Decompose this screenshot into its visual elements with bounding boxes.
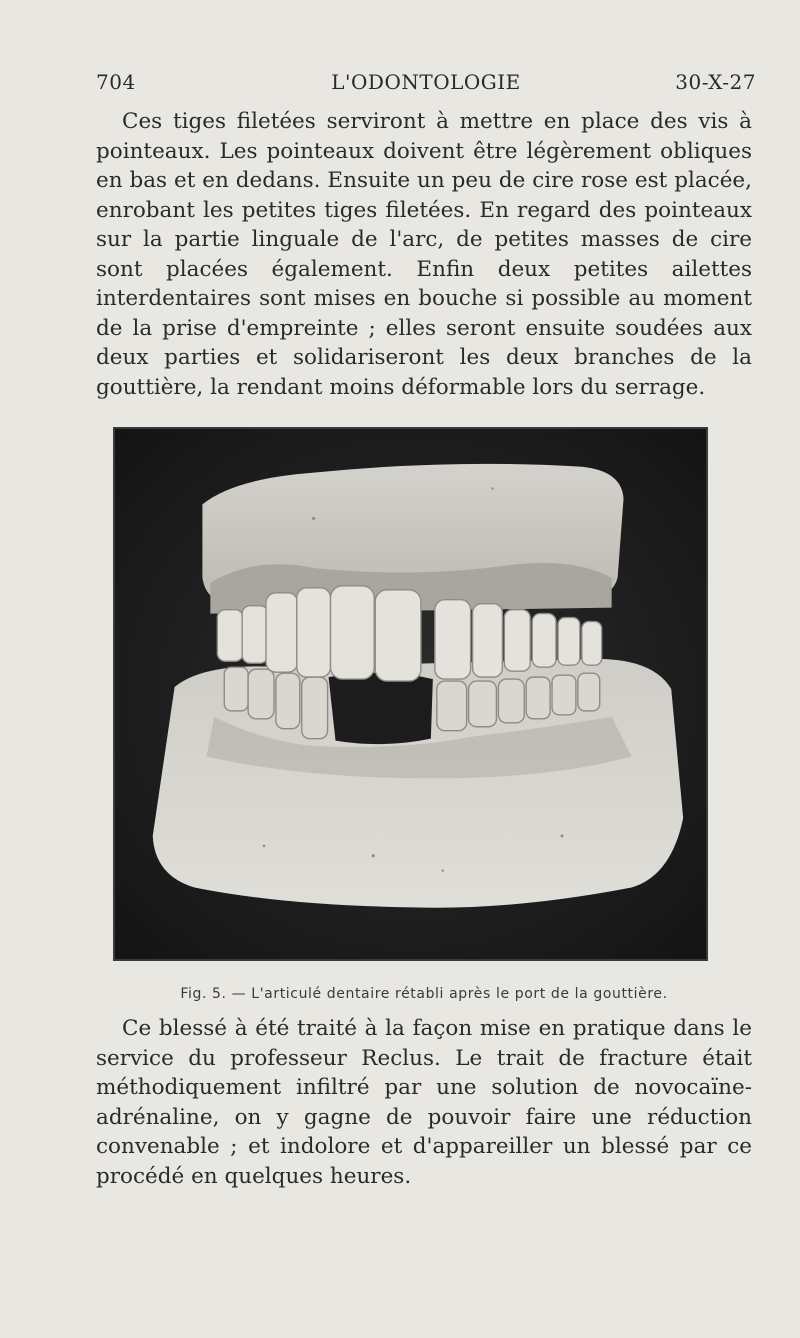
body-paragraph-2: Ce blessé à été traité à la façon mise en pratique dans le service du professeur Reclus. Le trait de fracture était méthodiquement infiltré par une solution de novocaïne-adrénaline, on y gagne de pouvoir faire une réduction convenable ; et indolore et d'appareiller un blessé par ce procédé en quelques heures. (96, 1016, 752, 1189)
journal-title: L'ODONTOLOGIE (331, 70, 521, 94)
dental-cast-image (115, 429, 706, 959)
page-number: 704 (96, 70, 136, 94)
body-paragraph-1: Ces tiges filetées serviront à mettre en place des vis à pointeaux. Les pointeaux doivent être légèrement obliques en bas et en dedans. Ensuite un peu de cire rose est placée, enrobant les petites tiges filetées. En regard des pointeaux sur la partie linguale de l'arc, de petites masses de cire sont placées également. Enfin deux petites ailettes interdentaires sont mises en bouche si possible au moment de la prise d'empreinte ; elles seront ensuite soudées aux deux parties et solidariseront les deux branches de la gouttière, la rendant moins déformable lors du serrage. (96, 109, 752, 400)
figure-caption: Fig. 5. — L'articulé dentaire rétabli après le port de la gouttière. (180, 986, 668, 1002)
issue-date: 30-X-27 (675, 70, 756, 94)
running-header (96, 70, 756, 100)
dental-cast-photograph (113, 427, 708, 961)
